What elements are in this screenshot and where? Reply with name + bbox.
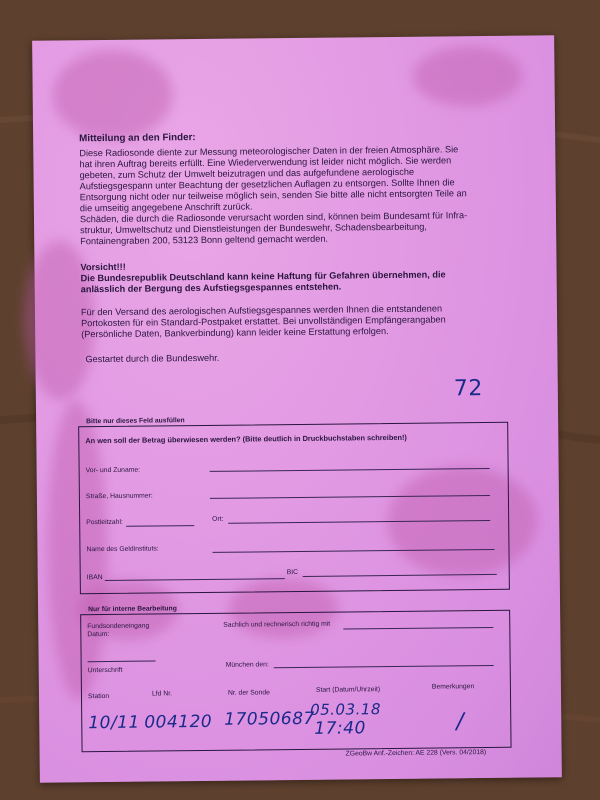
city-field[interactable]: [228, 520, 490, 524]
street-field[interactable]: [210, 495, 490, 499]
text-line: struktur, Umweltschutz und Dienstleistungen der Bundeswehr, Schadensbearbeitung,: [80, 221, 427, 236]
column-sonde-nr: Nr. der Sonde: [227, 689, 270, 697]
text-line: Portokosten für ein Standard-Postpaket erstattet. Bei unvollständigen Empfängerangaben: [81, 314, 446, 329]
munich-date-field[interactable]: [274, 665, 494, 668]
handwritten-start-time: 17:40: [314, 718, 366, 739]
city-label: Ort:: [212, 515, 224, 523]
column-start: Start (Datum/Uhrzeit): [315, 686, 381, 694]
bic-field[interactable]: [303, 574, 497, 577]
handwritten-start-date: 05.03.18: [310, 700, 382, 719]
bic-label: BIC: [286, 568, 299, 577]
column-station: Station: [87, 692, 110, 701]
handwritten-station: 10/11: [88, 712, 140, 734]
warning-title: Vorsicht!!!: [80, 261, 126, 273]
warning-text-line: Die Bundesrepublik Deutschland kann keine Haftung für Gefahren übernehmen, die: [80, 269, 446, 284]
internal-form-header: Nur für interne Bearbeitung: [88, 605, 177, 614]
footer-reference: ZGeoBw Anf.-Zeichen: AE 228 (Vers. 04/2018): [345, 749, 487, 758]
verified-label: Sachlich und rechnerisch richtig mit: [223, 620, 331, 629]
radiosonde-notice-sheet: [32, 35, 562, 782]
signature-field[interactable]: [88, 660, 156, 662]
iban-field[interactable]: [105, 578, 285, 581]
name-label: Vor- und Zuname:: [85, 466, 141, 475]
finder-form-question: An wen soll der Betrag überwiesen werden? (Bitte deutlich in Druckbuchstaben schreiben!): [85, 432, 407, 446]
text-line: gebeten, zum Schutz der Umwelt beizutragen und das aufgefundene aerologische: [79, 166, 415, 181]
street-label: Straße, Hausnummer:: [85, 492, 153, 501]
text-line: Fontainengraben 200, 53123 Bonn geltend gemacht werden.: [80, 233, 329, 247]
finder-form-header: Bitte nur dieses Feld ausfüllen: [86, 417, 185, 426]
text-line: die umseitig angegebene Anschrift zurück.: [79, 201, 253, 214]
handwritten-remark: /: [456, 709, 465, 735]
name-field[interactable]: [210, 468, 490, 472]
handwritten-sonde-nr: 17050687: [224, 708, 315, 730]
launched-by-text: Gestartet durch die Bundeswehr.: [85, 352, 220, 365]
signature-label: Unterschrift: [87, 666, 123, 675]
text-line: Schäden, die durch die Radiosonde verursacht worden sind, können beim Bundesamt für Infra-: [79, 210, 468, 225]
postcode-field[interactable]: [126, 525, 194, 527]
internal-form-box: [80, 610, 511, 752]
iban-label: IBAN: [86, 574, 103, 582]
column-remarks: Bemerkungen: [431, 683, 475, 691]
verified-field[interactable]: [343, 627, 493, 630]
text-line: hat ihren Auftrag bereits erfüllt. Eine Wiederverwendung ist leider nicht möglich. Sie werden: [79, 155, 452, 170]
receipt-label: Fundsondeneingang: [87, 622, 150, 631]
text-line: (Persönliche Daten, Bankverbindung) kann leider keine Erstattung erfolgen.: [81, 326, 389, 340]
postcode-label: Postleitzahl:: [86, 518, 123, 527]
text-line: Aufstiegsgespann unter Beachtung der gesetzlichen Auflagen zu entsorgen. Sollte Ihnen die: [79, 177, 455, 192]
column-lfd-nr: Lfd Nr.: [151, 690, 173, 698]
munich-label: München den:: [225, 661, 269, 669]
text-line: Entsorgung nicht oder nur teilweise möglich sein, senden Sie bitte alle nicht entsorgten Teile an: [79, 188, 467, 203]
text-line: Für den Versand des aerologischen Aufstiegsgespannes werden Ihnen die entstandenen: [80, 303, 443, 318]
notice-title: Mitteilung an den Finder:: [79, 132, 196, 145]
bank-field[interactable]: [212, 549, 494, 553]
text-line: Diese Radiosonde diente zur Messung meteorologischer Daten in der freien Atmosphäre. Sie: [79, 144, 459, 159]
bank-label: Name des Geldinstituts:: [86, 545, 159, 554]
receipt-date-label: Datum:: [87, 630, 110, 639]
handwritten-lfd-nr: 004120: [144, 711, 213, 733]
warning-text-line: anlässlich der Bergung des Aufstiegsgespannes entstehen.: [80, 281, 342, 295]
finder-form-box: [78, 422, 510, 594]
handwritten-number: 72: [453, 376, 483, 402]
